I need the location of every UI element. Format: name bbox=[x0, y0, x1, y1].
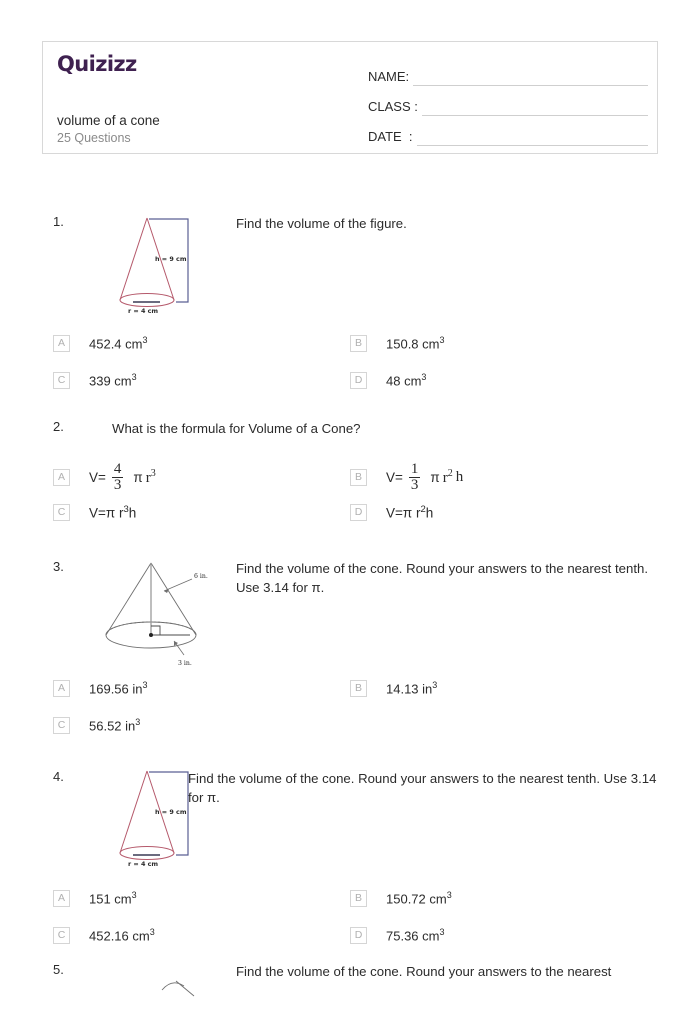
question-3-option-b[interactable] bbox=[350, 680, 437, 697]
question-1-number: 1. bbox=[53, 214, 64, 229]
pi-symbol: π bbox=[430, 470, 440, 486]
option-text: 48 $cm^3$ bbox=[386, 372, 427, 389]
question-1-option-b[interactable] bbox=[350, 335, 445, 352]
question-2-prompt: What is the formula for Volume of a Cone? bbox=[112, 421, 361, 436]
question-5 bbox=[42, 962, 658, 980]
name-field-label: NAME: bbox=[368, 69, 410, 84]
option-letter: C bbox=[53, 504, 70, 521]
option-letter: D bbox=[350, 372, 367, 389]
question-3-option-a[interactable] bbox=[53, 680, 148, 697]
formula-fraction bbox=[112, 462, 124, 494]
header-left-block bbox=[57, 54, 347, 75]
date-field-label: DATE : bbox=[368, 129, 413, 144]
question-3 bbox=[42, 559, 658, 667]
question-1-height-label: h = 9 cm bbox=[155, 255, 187, 263]
date-field-row bbox=[368, 116, 648, 146]
worksheet-header-card bbox=[42, 41, 658, 154]
question-3-option-c[interactable] bbox=[53, 717, 140, 734]
question-1-option-d[interactable] bbox=[350, 372, 426, 389]
question-1 bbox=[42, 214, 658, 315]
option-letter: A bbox=[53, 469, 70, 486]
quiz-question-count: 25 Questions bbox=[57, 131, 131, 145]
question-5-number: 5. bbox=[53, 962, 64, 977]
question-3-head bbox=[42, 559, 658, 667]
option-letter: D bbox=[350, 927, 367, 944]
option-letter: C bbox=[53, 372, 70, 389]
class-field-label: CLASS : bbox=[368, 99, 418, 114]
question-4-number: 4. bbox=[53, 769, 64, 784]
option-text: 14.13 $in^3$ bbox=[386, 680, 438, 697]
question-1-figure-cone bbox=[102, 214, 232, 314]
question-3-figure-cone bbox=[94, 557, 244, 669]
quizizz-logo: Quizizz bbox=[57, 52, 137, 76]
question-4-option-d[interactable] bbox=[350, 927, 445, 944]
quiz-title: volume of a cone bbox=[57, 113, 160, 128]
option-text: 150.8 $cm^3$ bbox=[386, 335, 445, 352]
question-4 bbox=[42, 769, 658, 868]
fraction-denominator: 3 bbox=[113, 477, 122, 494]
question-2-option-d[interactable] bbox=[350, 504, 433, 521]
formula-variable: $r^2$ bbox=[442, 468, 453, 487]
question-3-radius-label: 3 in. bbox=[178, 660, 192, 667]
question-3-number: 3. bbox=[53, 559, 64, 574]
question-4-head bbox=[42, 769, 658, 868]
option-letter: B bbox=[350, 335, 367, 352]
question-1-radius-label: r = 4 cm bbox=[128, 307, 159, 315]
name-field-row bbox=[368, 56, 648, 86]
option-letter: C bbox=[53, 717, 70, 734]
formula-variable: $r^3$ bbox=[145, 468, 156, 487]
question-5-head bbox=[42, 962, 658, 980]
question-4-figure-cone bbox=[102, 767, 232, 867]
option-letter: A bbox=[53, 680, 70, 697]
option-text: 452.4 $cm^3$ bbox=[89, 335, 148, 352]
formula-tail: h bbox=[455, 469, 464, 486]
option-formula bbox=[386, 462, 463, 494]
question-2-number: 2. bbox=[53, 419, 64, 434]
formula-lead: V= bbox=[386, 470, 403, 486]
question-5-figure-cone bbox=[132, 972, 242, 1012]
formula-lead: V= bbox=[89, 470, 106, 486]
name-field-input[interactable] bbox=[413, 69, 648, 86]
option-letter: B bbox=[350, 680, 367, 697]
pi-symbol: π bbox=[133, 470, 143, 486]
question-2 bbox=[42, 419, 658, 437]
option-letter: C bbox=[53, 927, 70, 944]
option-letter: B bbox=[350, 890, 367, 907]
option-text: 75.36 $cm^3$ bbox=[386, 927, 445, 944]
question-1-head bbox=[42, 214, 658, 315]
option-formula: V=π $r^2h$ bbox=[386, 504, 434, 521]
option-formula bbox=[89, 462, 156, 494]
question-4-prompt: Find the volume of the cone. Round your answers to the nearest tenth. Use 3.14 for π. bbox=[188, 771, 657, 806]
option-text: 169.56 $in^3$ bbox=[89, 680, 148, 697]
question-4-option-a[interactable] bbox=[53, 890, 137, 907]
question-2-option-a[interactable] bbox=[53, 462, 156, 494]
option-letter: B bbox=[350, 469, 367, 486]
fraction-numerator: 1 bbox=[410, 461, 419, 477]
class-field-input[interactable] bbox=[422, 99, 648, 116]
option-text: 339 $cm^3$ bbox=[89, 372, 137, 389]
option-text: 151 $cm^3$ bbox=[89, 890, 137, 907]
formula-fraction bbox=[409, 462, 421, 494]
option-formula: V=π $r^3h$ bbox=[89, 504, 137, 521]
question-1-prompt: Find the volume of the figure. bbox=[236, 216, 407, 231]
option-text: 150.72 $cm^3$ bbox=[386, 890, 452, 907]
class-field-row bbox=[368, 86, 648, 116]
fraction-numerator: 4 bbox=[113, 461, 122, 477]
question-4-height-label: h = 9 cm bbox=[155, 808, 187, 816]
fraction-denominator: 3 bbox=[410, 477, 419, 494]
question-4-radius-label: r = 4 cm bbox=[128, 860, 159, 868]
question-1-option-c[interactable] bbox=[53, 372, 137, 389]
question-2-option-b[interactable] bbox=[350, 462, 463, 494]
question-5-prompt: Find the volume of the cone. Round your answers to the nearest bbox=[236, 964, 612, 979]
option-letter: A bbox=[53, 890, 70, 907]
question-2-head bbox=[42, 419, 658, 437]
question-4-option-c[interactable] bbox=[53, 927, 155, 944]
question-4-option-b[interactable] bbox=[350, 890, 452, 907]
question-3-prompt: Find the volume of the cone. Round your answers to the nearest tenth. Use 3.14 for π. bbox=[236, 561, 648, 596]
question-1-option-a[interactable] bbox=[53, 335, 148, 352]
option-text: 56.52 $in^3$ bbox=[89, 717, 141, 734]
student-info-fields bbox=[368, 56, 648, 146]
question-2-option-c[interactable] bbox=[53, 504, 136, 521]
option-text: 452.16 $cm^3$ bbox=[89, 927, 155, 944]
option-letter: D bbox=[350, 504, 367, 521]
option-letter: A bbox=[53, 335, 70, 352]
date-field-input[interactable] bbox=[417, 129, 648, 146]
question-3-height-label: 6 in. bbox=[194, 573, 208, 580]
